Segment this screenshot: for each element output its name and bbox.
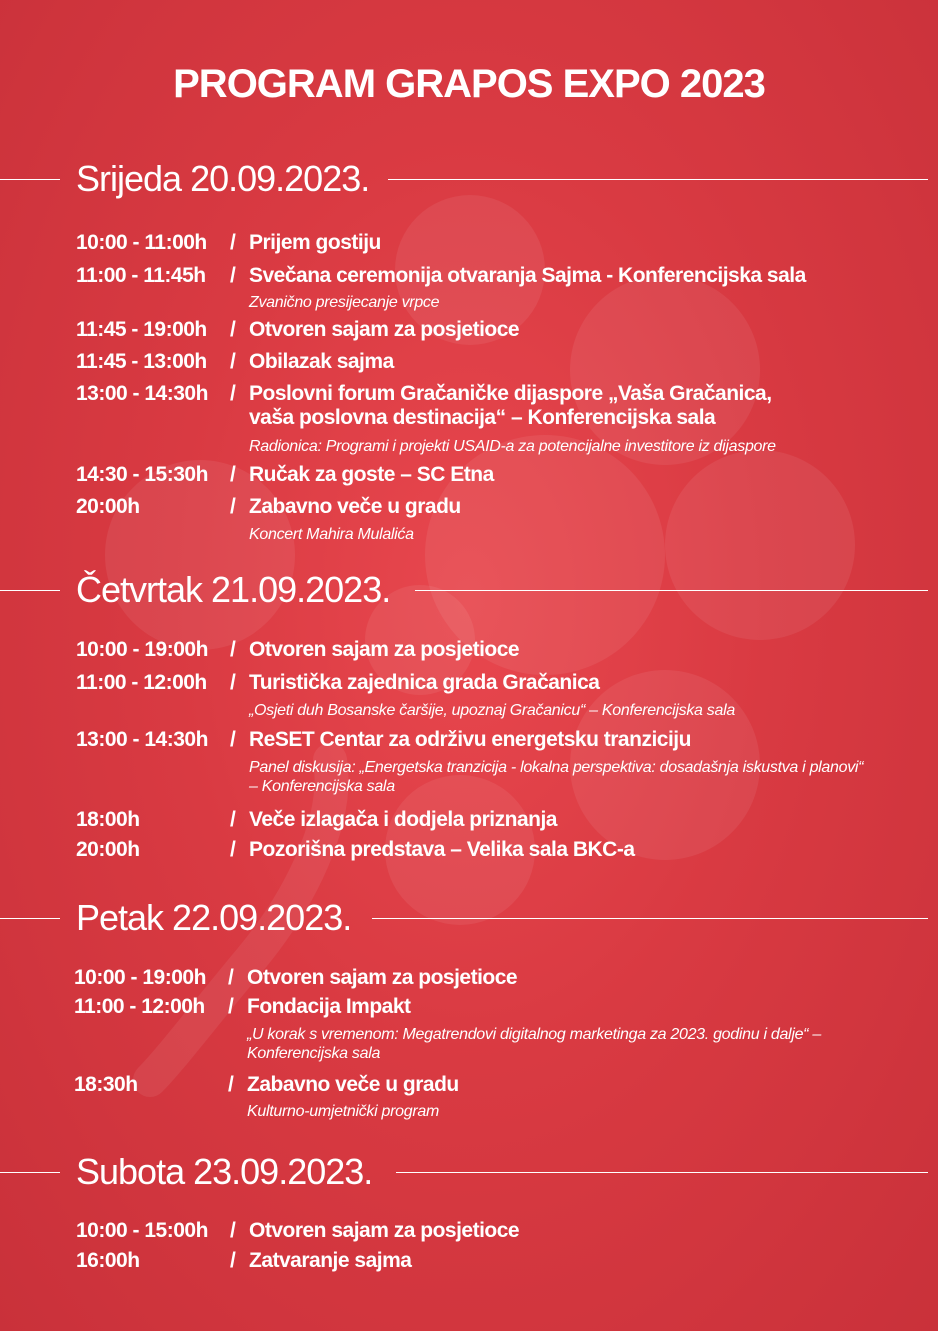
row-separator: / xyxy=(230,264,236,287)
row-separator: / xyxy=(230,638,236,661)
row-time: 18:00h xyxy=(76,808,140,831)
row-separator: / xyxy=(230,728,236,751)
day-label: Petak 22.09.2023. xyxy=(76,897,352,938)
row-event: Veče izlagača i dodjela priznanja xyxy=(249,808,557,831)
row-event: Poslovni forum Gračaničke dijaspore „Vaša Gračanica, vaša poslovna destinacija“ – Konferencijska sala xyxy=(249,382,772,429)
row-time: 10:00 - 11:00h xyxy=(76,231,207,254)
day-label: Srijeda 20.09.2023. xyxy=(76,158,370,199)
row-time: 11:00 - 12:00h xyxy=(74,995,205,1018)
day-label: Četvrtak 21.09.2023. xyxy=(76,569,391,610)
row-separator: / xyxy=(230,808,236,831)
row-separator: / xyxy=(230,463,236,486)
row-time: 11:45 - 13:00h xyxy=(76,350,207,373)
row-event: Zatvaranje sajma xyxy=(249,1249,412,1272)
row-event: Fondacija Impakt xyxy=(247,995,411,1018)
row-separator: / xyxy=(230,671,236,694)
row-event: Obilazak sajma xyxy=(249,350,394,373)
row-time: 10:00 - 15:00h xyxy=(76,1219,208,1242)
row-time: 20:00h xyxy=(76,495,140,518)
row-time: 11:45 - 19:00h xyxy=(76,318,207,341)
row-event: Ručak za goste – SC Etna xyxy=(249,463,494,486)
row-separator: / xyxy=(230,1249,236,1272)
row-time: 20:00h xyxy=(76,838,140,861)
row-event: Zabavno veče u gradu xyxy=(249,495,461,518)
row-time: 10:00 - 19:00h xyxy=(76,638,208,661)
row-time: 11:00 - 11:45h xyxy=(76,264,206,287)
row-subtitle: „U korak s vremenom: Megatrendovi digitalnog marketinga za 2023. godinu i dalje“ – Konferencijska sala xyxy=(247,1026,821,1062)
row-separator: / xyxy=(230,350,236,373)
row-event: Prijem gostiju xyxy=(249,231,381,254)
day-header-saturday xyxy=(0,1150,938,1194)
row-event: Otvoren sajam za posjetioce xyxy=(249,1219,520,1242)
row-event: Pozorišna predstava – Velika sala BKC-a xyxy=(249,838,635,861)
row-time: 18:30h xyxy=(74,1073,138,1096)
day-label: Subota 23.09.2023. xyxy=(76,1151,373,1192)
day-header-thursday xyxy=(0,568,938,612)
day-header-friday xyxy=(0,896,938,940)
row-event: Turistička zajednica grada Gračanica xyxy=(249,671,600,694)
row-time: 11:00 - 12:00h xyxy=(76,671,207,694)
row-event: ReSET Centar za održivu energetsku tranziciju xyxy=(249,728,691,751)
row-event: Svečana ceremonija otvaranja Sajma - Konferencijska sala xyxy=(249,264,806,287)
row-time: 10:00 - 19:00h xyxy=(74,966,206,989)
row-event: Otvoren sajam za posjetioce xyxy=(249,318,520,341)
row-subtitle: Zvanično presijecanje vrpce xyxy=(249,294,440,311)
day-header-wednesday xyxy=(0,157,938,201)
row-separator: / xyxy=(230,231,236,254)
row-subtitle: Panel diskusija: „Energetska tranzicija - lokalna perspektiva: dosadašnja iskustva i planovi“ – Konferencijska sala xyxy=(249,759,864,795)
row-time: 13:00 - 14:30h xyxy=(76,382,208,405)
row-time: 13:00 - 14:30h xyxy=(76,728,208,751)
row-event: Zabavno veče u gradu xyxy=(247,1073,459,1096)
row-time: 16:00h xyxy=(76,1249,140,1272)
row-time: 14:30 - 15:30h xyxy=(76,463,208,486)
row-separator: / xyxy=(230,495,236,518)
row-separator: / xyxy=(230,318,236,341)
row-event: Otvoren sajam za posjetioce xyxy=(249,638,520,661)
row-separator: / xyxy=(230,1219,236,1242)
row-separator: / xyxy=(228,966,234,989)
row-separator: / xyxy=(228,1073,234,1096)
row-subtitle: Radionica: Programi i projekti USAID-a za potencijalne investitore iz dijaspore xyxy=(249,438,776,455)
row-separator: / xyxy=(228,995,234,1018)
row-separator: / xyxy=(230,382,236,405)
page-title: PROGRAM GRAPOS EXPO 2023 xyxy=(173,62,765,106)
row-subtitle: Koncert Mahira Mulalića xyxy=(249,526,414,543)
row-separator: / xyxy=(230,838,236,861)
row-subtitle: Kulturno-umjetnički program xyxy=(247,1103,439,1120)
row-event: Otvoren sajam za posjetioce xyxy=(247,966,518,989)
row-subtitle: „Osjeti duh Bosanske čaršije, upoznaj Gračanicu“ – Konferencijska sala xyxy=(249,702,735,719)
